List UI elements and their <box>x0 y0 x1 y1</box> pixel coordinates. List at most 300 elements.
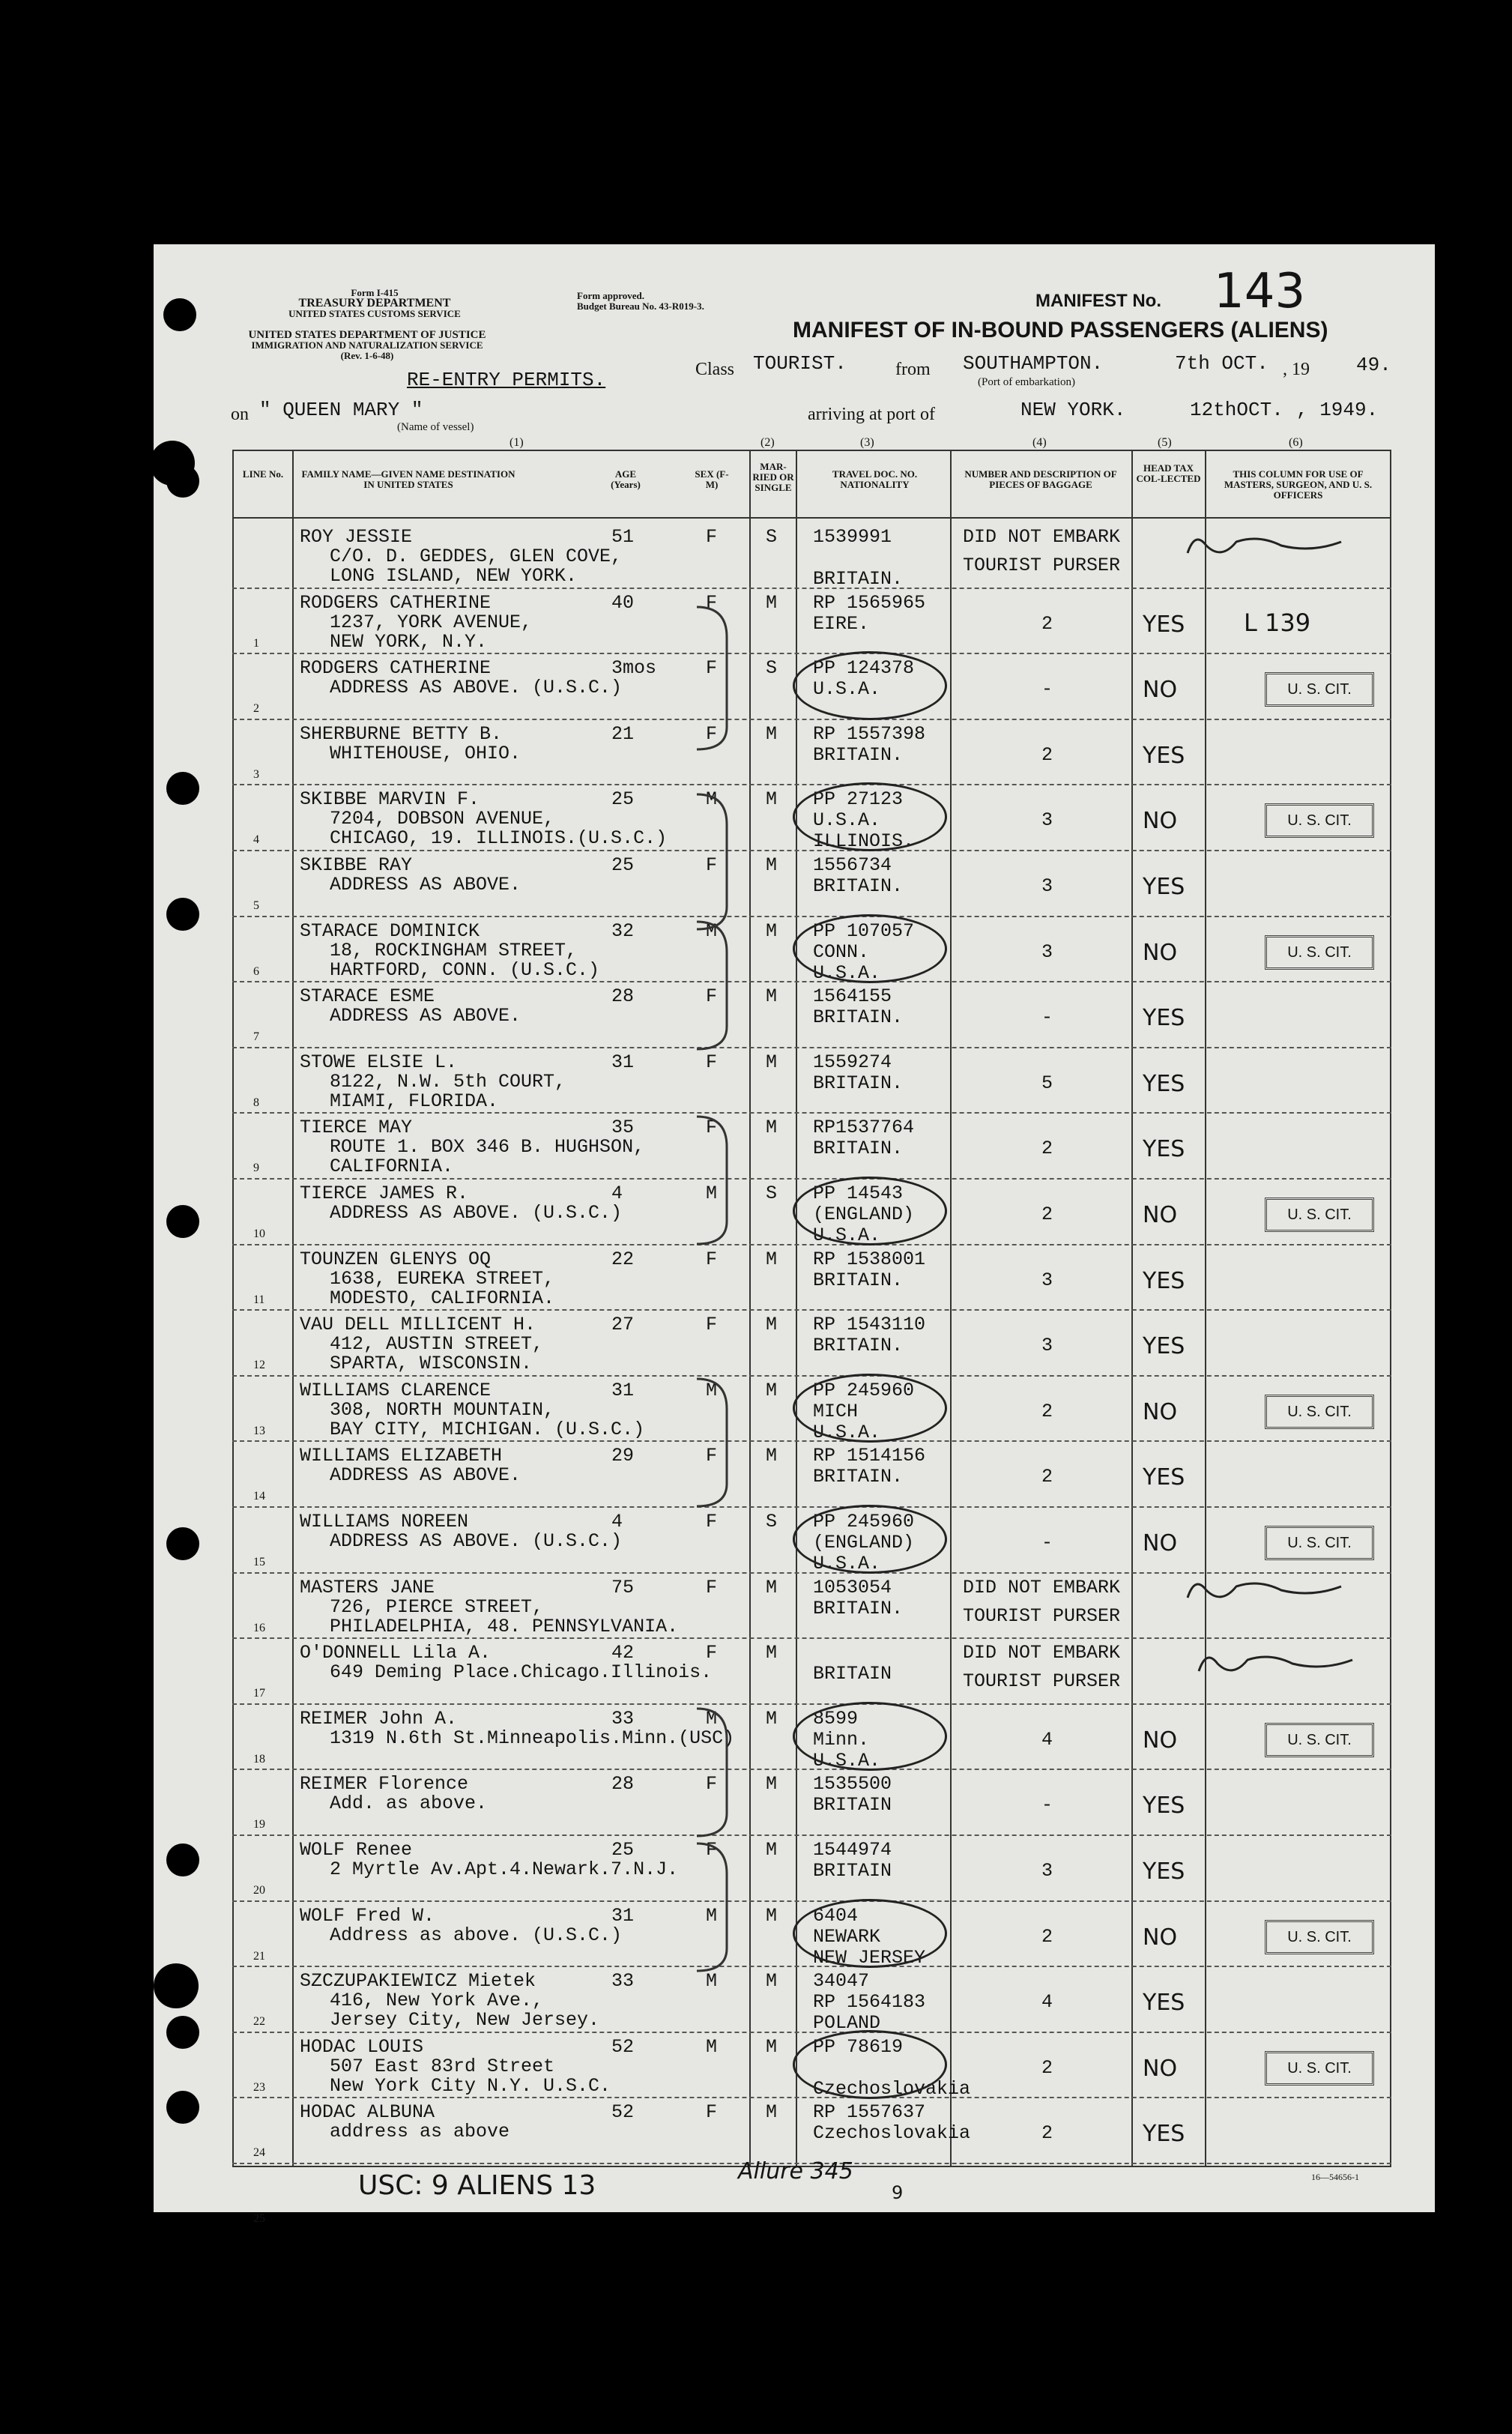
us-cit-stamp: U. S. CIT. <box>1265 1723 1374 1757</box>
passenger-name: VAU DELL MILLICENT H. <box>300 1314 536 1336</box>
us-cit-stamp: U. S. CIT. <box>1265 2051 1374 2086</box>
passenger-name: RODGERS CATHERINE <box>300 657 492 680</box>
passenger-sex: M <box>706 1904 718 1927</box>
travel-doc: (ENGLAND) <box>813 1532 915 1553</box>
head-tax: YES <box>1143 1858 1185 1885</box>
destination-address: 649 Deming Place.Chicago.Illinois. <box>330 1661 713 1684</box>
travel-doc: BRITAIN <box>813 1663 892 1685</box>
marital-status: M <box>766 1707 778 1730</box>
travel-doc: (ENGLAND) <box>813 1204 915 1225</box>
passenger-age: 40 <box>611 591 635 614</box>
destination-address: address as above <box>330 2121 510 2143</box>
passenger-age: 75 <box>611 1576 635 1598</box>
manifest-no-label: MANIFEST No. <box>1035 291 1161 311</box>
line-number: 7 <box>253 1030 259 1044</box>
marital-status: M <box>766 591 778 614</box>
col-header-sex: SEX (F-M) <box>695 468 729 490</box>
marital-status: S <box>766 657 778 680</box>
destination-address: 2 Myrtle Av.Apt.4.Newark.7.N.J. <box>330 1858 679 1880</box>
marital-status: M <box>766 985 778 1008</box>
travel-doc: BRITAIN. <box>813 1466 904 1488</box>
passenger-sex: F <box>706 526 718 548</box>
travel-doc: U.S.A. <box>813 1553 881 1574</box>
embark-year: 49. <box>1356 354 1391 376</box>
port-of-embarkation: SOUTHAMPTON. <box>963 352 1104 375</box>
col-num-5: (5) <box>1158 436 1172 449</box>
col-header-married: MAR-RIED OR SINGLE <box>752 461 794 493</box>
travel-doc: PP 27123 <box>813 788 904 811</box>
line-number: 9 <box>253 1162 259 1175</box>
travel-doc: BRITAIN. <box>813 1072 904 1094</box>
marital-status: M <box>766 1379 778 1401</box>
baggage-count: 3 <box>1041 940 1053 963</box>
head-tax: YES <box>1143 2121 1185 2148</box>
line-number: 22 <box>253 2015 265 2029</box>
passenger-sex: F <box>706 1248 718 1270</box>
travel-doc: PP 245960 <box>813 1511 915 1532</box>
travel-doc: RP 1543110 <box>813 1314 926 1336</box>
passenger-sex: F <box>706 854 718 876</box>
destination-address: MIAMI, FLORIDA. <box>330 1090 499 1112</box>
line-number: 2 <box>253 702 259 716</box>
vessel-name: " QUEEN MARY " <box>259 399 423 421</box>
passenger-sex: F <box>706 591 718 614</box>
pencil-bracket <box>697 1117 727 1244</box>
line-number: 23 <box>253 2080 265 2094</box>
travel-doc: Czechoslovakia <box>813 2077 971 2100</box>
line-number: 13 <box>253 1424 265 1437</box>
travel-doc: U.S.A. <box>813 1749 881 1772</box>
travel-doc: BRITAIN. <box>813 875 904 897</box>
passenger-name: TIERCE JAMES R. <box>300 1183 469 1204</box>
head-tax: NO <box>1143 1202 1178 1228</box>
baggage-count: - <box>1041 1006 1053 1029</box>
header-treasury: Form I-415 TREASURY DEPARTMENT UNITED STATES CUSTOMS SERVICE <box>288 287 461 319</box>
passenger-sex: F <box>706 2101 718 2124</box>
destination-address: ADDRESS AS ABOVE. (U.S.C.) <box>330 677 623 699</box>
head-tax: NO <box>1143 1398 1178 1425</box>
passenger-age: 25 <box>611 854 635 876</box>
marital-status: M <box>766 1051 778 1073</box>
head-tax: NO <box>1143 677 1178 704</box>
line-number: 4 <box>253 833 259 847</box>
travel-doc: 34047 <box>813 1970 870 1993</box>
line-number: 10 <box>253 1227 265 1240</box>
pencil-bracket <box>697 1379 727 1506</box>
passenger-name: HODAC LOUIS <box>300 2035 424 2058</box>
passenger-name: TOUNZEN GLENYS OQ <box>300 1248 492 1270</box>
marital-status: M <box>766 2101 778 2124</box>
travel-doc: RP 1557637 <box>813 2101 926 2124</box>
travel-doc: 1559274 <box>813 1051 892 1073</box>
destination-address: ADDRESS AS ABOVE. <box>330 874 521 896</box>
destination-address: Jersey City, New Jersey. <box>330 2009 600 2032</box>
passenger-age: 25 <box>611 1839 635 1861</box>
col-num-6: (6) <box>1289 436 1303 449</box>
col-header-travel-doc: TRAVEL DOC. NO. NATIONALITY <box>832 468 918 490</box>
marital-status: S <box>766 526 778 548</box>
us-cit-stamp: U. S. CIT. <box>1265 935 1374 970</box>
marital-status: M <box>766 854 778 876</box>
line-number: 1 <box>253 636 259 650</box>
header-approval: Form approved. Budget Bureau No. 43-R019-3. <box>577 290 704 312</box>
destination-address: BAY CITY, MICHIGAN. (U.S.C.) <box>330 1418 645 1440</box>
passenger-sex: F <box>706 1445 718 1467</box>
class-label: Class <box>695 360 735 379</box>
head-tax: YES <box>1143 1793 1185 1820</box>
destination-address: SPARTA, WISCONSIN. <box>330 1353 533 1375</box>
travel-doc: U.S.A. <box>813 678 881 701</box>
destination-address: WHITEHOUSE, OHIO. <box>330 742 521 764</box>
passenger-age: 28 <box>611 985 635 1008</box>
head-tax: NO <box>1143 1727 1178 1754</box>
passenger-name: WOLF Fred W. <box>300 1904 435 1927</box>
vessel-caption: (Name of vessel) <box>397 421 474 433</box>
passenger-name: STARACE ESME <box>300 985 435 1008</box>
travel-doc: POLAND <box>813 2012 881 2035</box>
head-tax: YES <box>1143 1333 1185 1360</box>
footer-signature-sub: 9 <box>892 2182 904 2203</box>
line-number: 6 <box>253 964 259 978</box>
passenger-name: REIMER John A. <box>300 1707 458 1730</box>
arriving-label: arriving at port of <box>808 405 935 424</box>
passenger-age: 52 <box>611 2035 635 2058</box>
embark-date: 7th OCT. <box>1175 352 1268 375</box>
head-tax: NO <box>1143 2055 1178 2082</box>
passenger-sex: F <box>706 722 718 745</box>
us-cit-stamp: U. S. CIT. <box>1265 1920 1374 1954</box>
us-cit-stamp: U. S. CIT. <box>1265 1526 1374 1560</box>
passenger-sex: F <box>706 1839 718 1861</box>
passenger-name: SKIBBE MARVIN F. <box>300 788 480 811</box>
baggage-count: 2 <box>1041 1138 1053 1160</box>
travel-doc: Minn. <box>813 1728 870 1751</box>
travel-doc: PP 245960 <box>813 1379 915 1401</box>
travel-doc: ILLINOIS. <box>813 830 915 853</box>
passenger-sex: M <box>706 1707 718 1730</box>
passenger-age: 32 <box>611 919 635 942</box>
pencil-bracket <box>697 1709 727 1836</box>
passenger-name: STOWE ELSIE L. <box>300 1051 458 1073</box>
passenger-name: O'DONNELL Lila A. <box>300 1642 492 1664</box>
us-cit-stamp: U. S. CIT. <box>1265 1198 1374 1232</box>
line-number: 12 <box>253 1359 265 1372</box>
passenger-name: STARACE DOMINICK <box>300 919 480 942</box>
destination-address: 1319 N.6th St.Minneapolis.Minn.(USC) <box>330 1727 735 1749</box>
passenger-sex: M <box>706 2035 718 2058</box>
passenger-name: MASTERS JANE <box>300 1576 435 1598</box>
passenger-sex: F <box>706 1051 718 1073</box>
passenger-name: WILLIAMS ELIZABETH <box>300 1445 503 1467</box>
marital-status: M <box>766 788 778 811</box>
baggage-note: TOURIST PURSER <box>963 1604 1121 1627</box>
line-number: 14 <box>253 1490 265 1503</box>
col-header-name: FAMILY NAME—GIVEN NAME DESTINATION IN UNITED STATES <box>301 468 515 490</box>
baggage-count: 2 <box>1041 1466 1053 1488</box>
passenger-age: 22 <box>611 1248 635 1270</box>
col-num-3: (3) <box>860 436 874 449</box>
travel-doc: RP 1538001 <box>813 1248 926 1270</box>
arrival-date: 12thOCT. <box>1190 399 1283 421</box>
head-tax: YES <box>1143 611 1185 638</box>
line-number: 18 <box>253 1752 265 1766</box>
line-number: 19 <box>253 1818 265 1831</box>
passenger-name: WOLF Renee <box>300 1839 413 1861</box>
head-tax: NO <box>1143 1530 1178 1556</box>
passenger-sex: F <box>706 1576 718 1598</box>
destination-address: 507 East 83rd Street <box>330 2055 555 2077</box>
destination-address: HARTFORD, CONN. (U.S.C.) <box>330 958 600 981</box>
us-cit-stamp: U. S. CIT. <box>1265 1395 1374 1429</box>
travel-doc: U.S.A. <box>813 1224 881 1246</box>
destination-address: New York City N.Y. U.S.C. <box>330 2074 611 2097</box>
travel-doc: CONN. <box>813 940 870 963</box>
head-tax: YES <box>1143 1990 1185 2017</box>
head-tax: YES <box>1143 1005 1185 1032</box>
destination-address: 412, AUSTIN STREET, <box>330 1333 544 1356</box>
travel-doc: PP 107057 <box>813 919 915 942</box>
passenger-name: SZCZUPAKIEWICZ Mietek <box>300 1970 536 1993</box>
travel-doc: PP 14543 <box>813 1183 904 1204</box>
destination-address: PHILADELPHIA, 48. PENNSYLVANIA. <box>330 1615 679 1637</box>
destination-address: Address as above. (U.S.C.) <box>330 1924 623 1946</box>
col-header-baggage: NUMBER AND DESCRIPTION OF PIECES OF BAGGAGE <box>964 468 1117 490</box>
manifest-no-handwritten: 143 <box>1214 264 1306 319</box>
reentry-permits: RE-ENTRY PERMITS. <box>407 369 606 391</box>
line-number: 11 <box>253 1293 265 1306</box>
baggage-count: 3 <box>1041 1335 1053 1357</box>
destination-address: ROUTE 1. BOX 346 B. HUGHSON, <box>330 1136 645 1159</box>
passenger-name: ROY JESSIE <box>300 526 413 548</box>
header-justice: UNITED STATES DEPARTMENT OF JUSTICE IMMIGRATION AND NATURALIZATION SERVICE (Rev. 1-6-48) <box>248 329 486 361</box>
destination-address: LONG ISLAND, NEW YORK. <box>330 565 578 587</box>
head-tax: YES <box>1143 1136 1185 1163</box>
passenger-age: 31 <box>611 1051 635 1073</box>
destination-address: MODESTO, CALIFORNIA. <box>330 1287 555 1309</box>
head-tax: YES <box>1143 1267 1185 1294</box>
marital-status: S <box>766 1511 778 1532</box>
travel-doc: BRITAIN. <box>813 568 904 590</box>
us-cit-stamp: U. S. CIT. <box>1265 803 1374 838</box>
passenger-sex: F <box>706 1314 718 1336</box>
col-header-age: AGE (Years) <box>611 468 641 490</box>
baggage-count: 3 <box>1041 875 1053 897</box>
baggage-count: 2 <box>1041 2122 1053 2145</box>
passenger-sex: F <box>706 657 718 680</box>
signature-scribble <box>1188 539 1341 553</box>
travel-doc: MICH <box>813 1400 859 1422</box>
baggage-count: - <box>1041 1532 1053 1553</box>
passenger-age: 3mos <box>611 657 657 680</box>
passenger-age: 29 <box>611 1445 635 1467</box>
passenger-sex: M <box>706 1970 718 1993</box>
passenger-age: 4 <box>611 1183 623 1204</box>
marital-status: M <box>766 1773 778 1796</box>
destination-address: 7204, DOBSON AVENUE, <box>330 808 555 830</box>
baggage-count: DID NOT EMBARK <box>963 526 1121 548</box>
passenger-age: 31 <box>611 1904 635 1927</box>
travel-doc: Czechoslovakia <box>813 2122 971 2145</box>
passenger-age: 21 <box>611 722 635 745</box>
destination-address: 726, PIERCE STREET, <box>330 1595 544 1618</box>
passenger-sex: M <box>706 1379 718 1401</box>
baggage-count: 2 <box>1041 1400 1053 1422</box>
marital-status: M <box>766 1839 778 1861</box>
pencil-bracket <box>697 1843 727 1971</box>
passenger-sex: F <box>706 1642 718 1664</box>
baggage-count: 2 <box>1041 743 1053 766</box>
destination-address: NEW YORK, N.Y. <box>330 630 488 653</box>
print-code: 16—54656-1 <box>1311 2172 1359 2182</box>
travel-doc: RP 1514156 <box>813 1445 926 1467</box>
passenger-sex: F <box>706 1117 718 1139</box>
passenger-age: 51 <box>611 526 635 548</box>
passenger-sex: F <box>706 985 718 1008</box>
passenger-age: 33 <box>611 1970 635 1993</box>
line-number: 3 <box>253 767 259 781</box>
baggage-note: TOURIST PURSER <box>963 1670 1121 1693</box>
line-number: 8 <box>253 1096 259 1109</box>
line-number: 25 <box>253 2212 265 2225</box>
travel-doc: BRITAIN <box>813 1794 892 1817</box>
marital-status: S <box>766 1183 778 1204</box>
col-num-2: (2) <box>760 436 775 449</box>
baggage-count: 2 <box>1041 2056 1053 2079</box>
col-num-4: (4) <box>1032 436 1047 449</box>
passenger-name: HODAC ALBUNA <box>300 2101 435 2124</box>
passenger-age: 25 <box>611 788 635 811</box>
passenger-age: 33 <box>611 1707 635 1730</box>
travel-doc: 1535500 <box>813 1773 892 1796</box>
travel-doc: BRITAIN. <box>813 1006 904 1029</box>
destination-address: ADDRESS AS ABOVE. <box>330 1005 521 1027</box>
signature-scribble <box>1199 1657 1352 1671</box>
travel-doc: 1544974 <box>813 1839 892 1861</box>
destination-address: CHICAGO, 19. ILLINOIS.(U.S.C.) <box>330 827 668 850</box>
travel-doc: 1564155 <box>813 985 892 1008</box>
passenger-age: 28 <box>611 1773 635 1796</box>
passenger-name: RODGERS CATHERINE <box>300 591 492 614</box>
baggage-count: 3 <box>1041 809 1053 832</box>
head-tax: YES <box>1143 874 1185 900</box>
head-tax: NO <box>1143 939 1178 966</box>
travel-doc: BRITAIN. <box>813 1597 904 1619</box>
baggage-count: 5 <box>1041 1072 1053 1094</box>
arrival-year: , 1949. <box>1296 399 1379 421</box>
marital-status: M <box>766 1117 778 1139</box>
baggage-count: 4 <box>1041 1728 1053 1751</box>
marital-status: M <box>766 1445 778 1467</box>
travel-doc: RP1537764 <box>813 1117 915 1139</box>
travel-doc: BRITAIN. <box>813 743 904 766</box>
travel-doc: BRITAIN. <box>813 1269 904 1291</box>
destination-address: 308, NORTH MOUNTAIN, <box>330 1398 555 1421</box>
head-tax: YES <box>1143 1070 1185 1097</box>
travel-doc: 1556734 <box>813 854 892 876</box>
baggage-count: DID NOT EMBARK <box>963 1642 1121 1664</box>
travel-doc: 8599 <box>813 1707 859 1730</box>
passenger-name: WILLIAMS NOREEN <box>300 1511 469 1532</box>
col-header-line-no: LINE No. <box>242 468 284 480</box>
marital-status: M <box>766 722 778 745</box>
travel-doc: 6404 <box>813 1904 859 1927</box>
marital-status: M <box>766 1642 778 1664</box>
travel-doc: BRITAIN <box>813 1860 892 1882</box>
baggage-count: 3 <box>1041 1860 1053 1882</box>
passenger-age: 52 <box>611 2101 635 2124</box>
baggage-count: - <box>1041 1794 1053 1817</box>
line-number: 15 <box>253 1556 265 1568</box>
marital-status: M <box>766 919 778 942</box>
marital-status: M <box>766 1248 778 1270</box>
arrival-port: NEW YORK. <box>1020 399 1126 421</box>
baggage-count: 2 <box>1041 1204 1053 1225</box>
destination-address: ADDRESS AS ABOVE. <box>330 1464 521 1487</box>
baggage-count: - <box>1041 678 1053 701</box>
travel-doc: PP 78619 <box>813 2035 904 2058</box>
baggage-count: 2 <box>1041 1925 1053 1948</box>
passenger-age: 35 <box>611 1117 635 1139</box>
baggage-count: 4 <box>1041 1991 1053 2014</box>
col-num-1: (1) <box>509 436 524 449</box>
destination-address: 18, ROCKINGHAM STREET, <box>330 939 578 961</box>
line-number: 17 <box>253 1687 265 1700</box>
passenger-sex: M <box>706 919 718 942</box>
destination-address: Add. as above. <box>330 1793 488 1815</box>
signature-scribble <box>1188 1583 1341 1598</box>
pencil-bracket <box>697 919 727 1049</box>
col-header-officers: THIS COLUMN FOR USE OF MASTERS, SURGEON, AND U. S. OFFICERS <box>1224 468 1373 501</box>
annotation-l139: L 139 <box>1244 608 1311 637</box>
travel-doc: EIRE. <box>813 612 870 635</box>
pencil-bracket <box>697 607 727 749</box>
us-cit-stamp: U. S. CIT. <box>1265 672 1374 707</box>
head-tax: YES <box>1143 742 1185 769</box>
head-tax: NO <box>1143 1924 1178 1951</box>
marital-status: M <box>766 1904 778 1927</box>
passenger-sex: F <box>706 1511 718 1532</box>
destination-address: C/O. D. GEDDES, GLEN COVE, <box>330 546 623 567</box>
passenger-name: SKIBBE RAY <box>300 854 413 876</box>
from-label: from <box>895 360 931 379</box>
travel-doc: U.S.A. <box>813 1421 881 1443</box>
footer-signature: Allure 345 <box>738 2158 853 2184</box>
passenger-name: SHERBURNE BETTY B. <box>300 722 503 745</box>
line-number: 20 <box>253 1884 265 1897</box>
marital-status: M <box>766 1970 778 1993</box>
passenger-age: 31 <box>611 1379 635 1401</box>
passenger-name: WILLIAMS CLARENCE <box>300 1379 492 1401</box>
passenger-sex: M <box>706 1183 718 1204</box>
port-embark-caption: (Port of embarkation) <box>978 376 1075 388</box>
marital-status: M <box>766 1576 778 1598</box>
destination-address: ADDRESS AS ABOVE. (U.S.C.) <box>330 1202 623 1224</box>
destination-address: 8122, N.W. 5th COURT, <box>330 1070 566 1093</box>
travel-doc: PP 124378 <box>813 657 915 680</box>
class-value: TOURIST. <box>753 352 847 375</box>
head-tax: YES <box>1143 1464 1185 1491</box>
passenger-age: 4 <box>611 1511 623 1532</box>
baggage-count: 2 <box>1041 612 1053 635</box>
travel-doc: U.S.A. <box>813 809 881 832</box>
baggage-note: TOURIST PURSER <box>963 555 1121 576</box>
travel-doc: 1539991 <box>813 526 892 548</box>
col-header-head-tax: HEAD TAX COL-LECTED <box>1136 462 1201 484</box>
on-label: on <box>231 405 249 424</box>
destination-address: 416, New York Ave., <box>330 1990 544 2012</box>
passenger-name: TIERCE MAY <box>300 1117 413 1139</box>
passenger-age: 27 <box>611 1314 635 1336</box>
